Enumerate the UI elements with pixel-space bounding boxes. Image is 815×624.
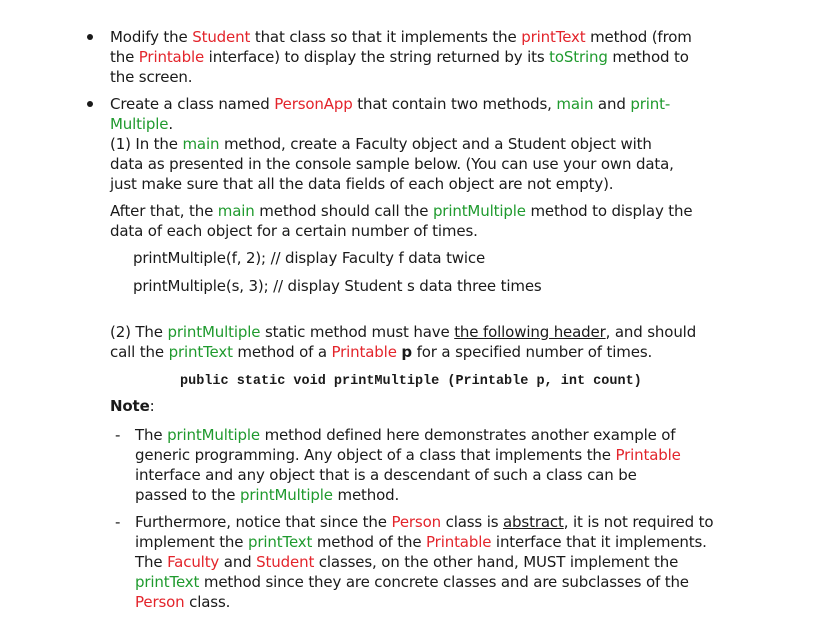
text-run: , and should [605,323,697,341]
line-24 [135,572,689,592]
line-23 [135,552,678,572]
text-run: data of each object for a certain number of times. [110,222,478,240]
text-run: method to [607,48,689,66]
text-run: the [110,48,139,66]
text-run: method (from [585,28,692,46]
text-run: interface and any object that is a descendant of such a class can be [135,466,637,484]
text-run: class is [440,513,504,531]
text-run: Create a class named [110,95,275,113]
text-run: Student [256,553,315,571]
line-14 [110,342,652,362]
text-run: After that, the [110,202,218,220]
text-run: printMultiple(s, 3); // display Student s data three times [133,277,542,295]
text-run: Person [135,593,185,611]
text-run: passed to the [135,486,240,504]
text-run: and [593,95,631,113]
line-15 [180,369,642,392]
text-run: printMultiple [167,426,260,444]
text-run: static method must have [260,323,455,341]
text-run: printMultiple(f, 2); // display Faculty f data twice [133,249,486,267]
line-6 [110,134,652,154]
text-run: Printable [426,533,492,551]
line-12 [133,276,542,296]
line-16 [110,396,155,416]
text-run: Person [391,513,441,531]
text-run: p [401,343,412,361]
text-run: that contain two methods, [352,95,557,113]
text-run: Printable [331,343,397,361]
text-run: class. [184,593,231,611]
text-run: printMultiple [239,486,333,504]
text-run: printText [521,28,586,46]
text-run: method, create a Faculty object and a Student object with [219,135,652,153]
text-run: , it is not required to [563,513,714,531]
line-8 [110,174,613,194]
text-run: abstract [503,513,564,531]
text-run: Student [192,28,251,46]
text-run: . [168,115,174,133]
line-10 [110,221,478,241]
dash-1: - [115,426,121,444]
text-run: and [219,553,257,571]
text-run: printText [168,343,233,361]
line-22 [135,532,707,552]
text-run: method. [332,486,400,504]
line-5 [110,114,173,134]
text-run: public static void printMultiple (Printable p, int count) [180,374,642,389]
text-run: the screen. [110,68,193,86]
text-run: Faculty [167,553,220,571]
text-run: the following header [454,323,606,341]
text-run: interface that it implements. [491,533,707,551]
text-run: printText [135,573,200,591]
bullet-1 [87,34,93,40]
text-run: that class so that it implements the [250,28,522,46]
text-run: interface) to display the string returned by its [204,48,550,66]
text-run: method of a [232,343,332,361]
text-run: printMultiple [432,202,526,220]
text-run: Furthermore, notice that since the [135,513,392,531]
line-4 [110,94,670,114]
line-2 [110,47,689,67]
line-3 [110,67,192,87]
text-run: PersonApp [274,95,353,113]
line-1 [110,27,692,47]
text-run: : [149,397,155,415]
text-run: data as presented in the console sample below. (You can use your own data, [110,155,674,173]
line-7 [110,154,674,174]
text-run: method since they are concrete classes and are subclasses of the [199,573,689,591]
text-run: Note [110,397,150,415]
text-run: printText [247,533,313,551]
bullet-2 [87,101,93,107]
text-run: Printable [138,48,205,66]
text-run: method defined here demonstrates another example of [259,426,676,444]
line-17 [135,425,675,445]
text-run: Modify the [110,28,193,46]
text-run: toString [549,48,608,66]
text-run: (1) In the [110,135,183,153]
text-run: The [135,553,168,571]
text-run: generic programming. Any object of a class that implements the [135,446,616,464]
text-run: The [135,426,168,444]
line-9 [110,201,692,221]
text-run: main [182,135,220,153]
line-18 [135,445,681,465]
line-19 [135,465,637,485]
dash-2: - [115,513,121,531]
text-run: Printable [615,446,681,464]
line-20 [135,485,399,505]
text-run: just make sure that all the data fields of each object are not empty). [110,175,614,193]
text-run: method should call the [254,202,433,220]
text-run: method of the [312,533,427,551]
line-11 [133,248,485,268]
text-run: printMultiple [167,323,261,341]
text-run: method to display the [525,202,693,220]
line-21 [135,512,713,532]
text-run: main [556,95,594,113]
text-run: for a specified number of times. [412,343,653,361]
text-run: implement the [135,533,248,551]
text-run: (2) The [110,323,168,341]
text-run: Multiple [110,115,169,133]
text-run: classes, on the other hand, MUST implement the [314,553,679,571]
text-run: call the [110,343,169,361]
line-13 [110,322,696,342]
text-run: print- [630,95,671,113]
text-run: main [217,202,255,220]
line-25 [135,592,230,612]
